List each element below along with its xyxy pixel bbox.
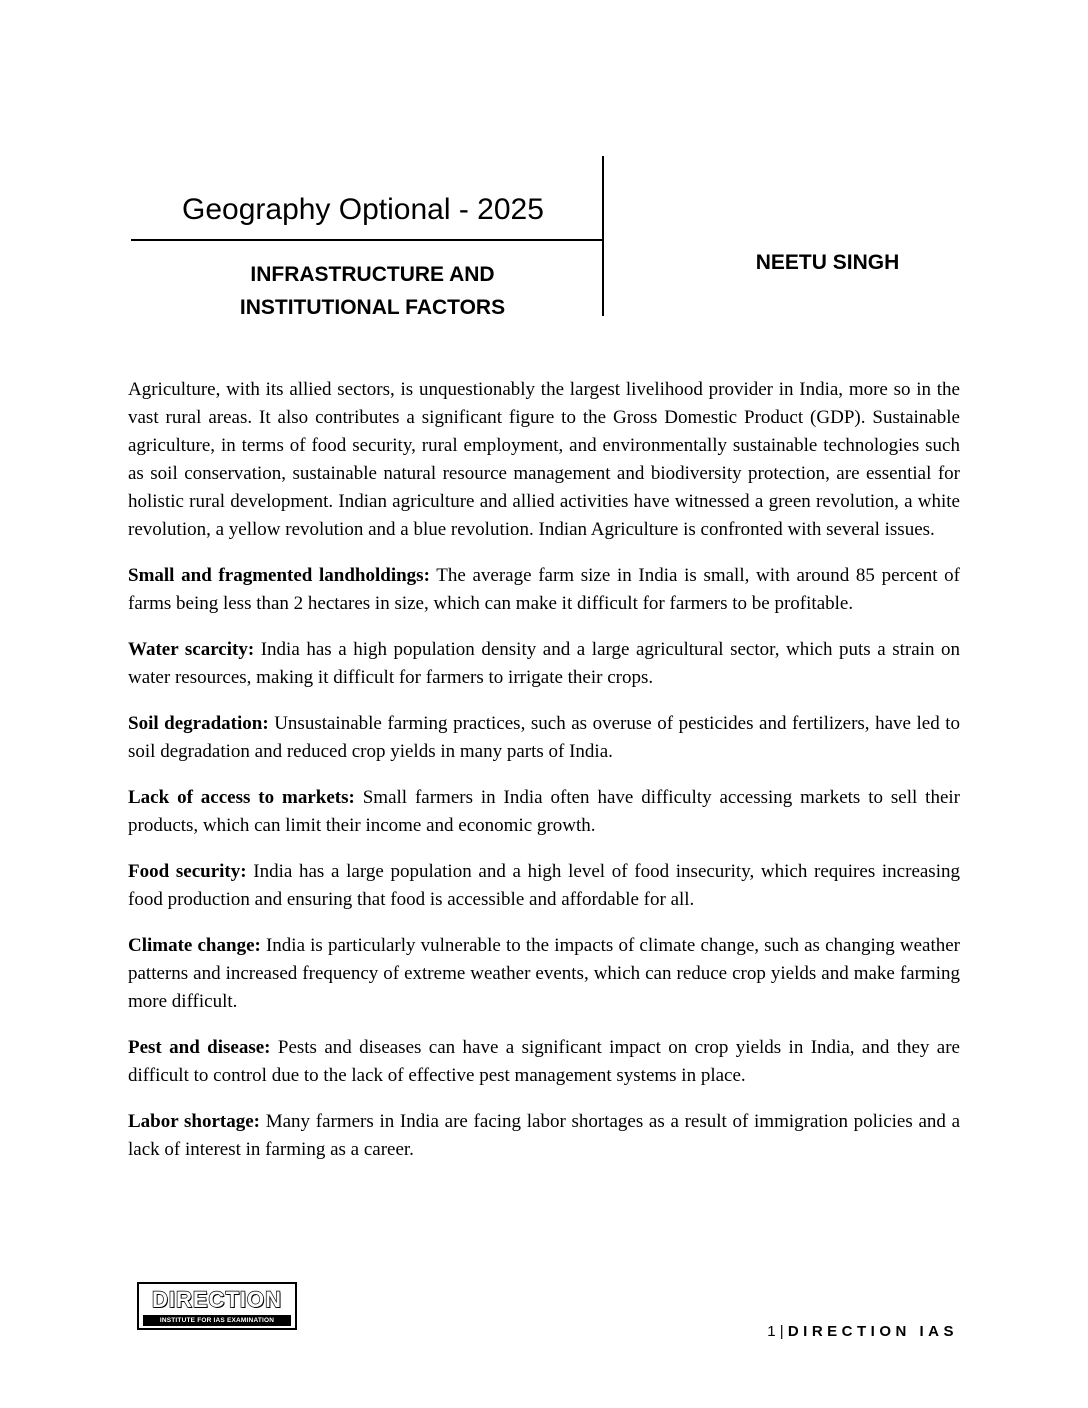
- issue-term: Water scarcity:: [128, 639, 255, 660]
- issue-text: India has a large population and a high level of food insecurity, which requires increasing food production and ensuring that food is accessible and affordable for all.: [128, 861, 960, 910]
- author-name: NEETU SINGH: [755, 251, 900, 274]
- footer-separator: |: [779, 1323, 784, 1340]
- issue-text: The average farm size in India is small, with around 85 percent of farms being less than 2 hectares in size, which can make it difficult for farmers to be profitable.: [128, 565, 960, 614]
- document-body: [128, 376, 960, 1182]
- issue-text: India is particularly vulnerable to the impacts of climate change, such as changing weather patterns and increased frequency of extreme weather events, which can reduce crop yields and make farming more difficult.: [128, 935, 960, 1012]
- issue-text: India has a high population density and a large agricultural sector, which puts a strain on water resources, making it difficult for farmers to irrigate their crops.: [128, 639, 961, 688]
- issue-paragraph: [128, 784, 960, 840]
- issue-paragraph: [128, 858, 960, 914]
- issue-term: Lack of access to markets:: [128, 787, 355, 808]
- intro-paragraph: Agriculture, with its allied sectors, is unquestionably the largest livelihood provider in India, more so in the vast rural areas. It also contributes a significant figure to the Gross Domestic Product (GDP). Sustainable agriculture, in terms of food security, rural employment, and environmentally sustainable technologies such as soil conservation, sustainable natural resource management and biodiversity protection, are essential for holistic rural development. Indian agriculture and allied activities have witnessed a green revolution, a white revolution, a yellow revolution and a blue revolution. Indian Agriculture is confronted with several issues.: [128, 379, 960, 540]
- header-divider: [602, 156, 604, 316]
- issue-text: Many farmers in India are facing labor shortages as a result of immigration policies and a lack of interest in farming as a career.: [128, 1111, 961, 1160]
- page-number: 1: [767, 1323, 776, 1340]
- issue-paragraph: [128, 710, 960, 766]
- page-subtitle: [195, 258, 550, 324]
- issue-paragraph: [128, 636, 960, 692]
- issue-paragraph: [128, 1034, 960, 1090]
- issue-term: Climate change:: [128, 935, 261, 956]
- subtitle-line-2: INSTITUTIONAL FACTORS: [239, 296, 506, 319]
- subtitle-line-1: INFRASTRUCTURE AND: [250, 263, 495, 286]
- issue-term: Soil degradation:: [128, 713, 269, 734]
- issue-text: Pests and diseases can have a significant impact on crop yields in India, and they are difficult to control due to the lack of effective pest management systems in place.: [128, 1037, 960, 1086]
- logo-wordmark: DIRECTION: [152, 1287, 282, 1312]
- issue-term: Labor shortage:: [128, 1111, 261, 1132]
- issue-paragraph: [128, 562, 960, 618]
- issue-paragraph: [128, 1108, 960, 1164]
- title-underline: [131, 239, 603, 241]
- page-title: Geography Optional - 2025: [182, 193, 544, 226]
- issue-text: Unsustainable farming practices, such as overuse of pesticides and fertilizers, have led to soil degradation and reduced crop yields in many parts of India.: [128, 713, 961, 762]
- direction-logo: [137, 1282, 297, 1330]
- issue-paragraph: [128, 932, 960, 1016]
- page-footer: [767, 1321, 958, 1343]
- logo-tagline: INSTITUTE FOR IAS EXAMINATION: [159, 1317, 275, 1324]
- issue-term: Food security:: [128, 861, 247, 882]
- issue-text: Small farmers in India often have difficulty accessing markets to sell their products, which can limit their income and economic growth.: [128, 787, 960, 836]
- footer-brand: DIRECTION IAS: [787, 1323, 958, 1340]
- issue-term: Small and fragmented landholdings:: [128, 565, 430, 586]
- issue-term: Pest and disease:: [128, 1037, 271, 1058]
